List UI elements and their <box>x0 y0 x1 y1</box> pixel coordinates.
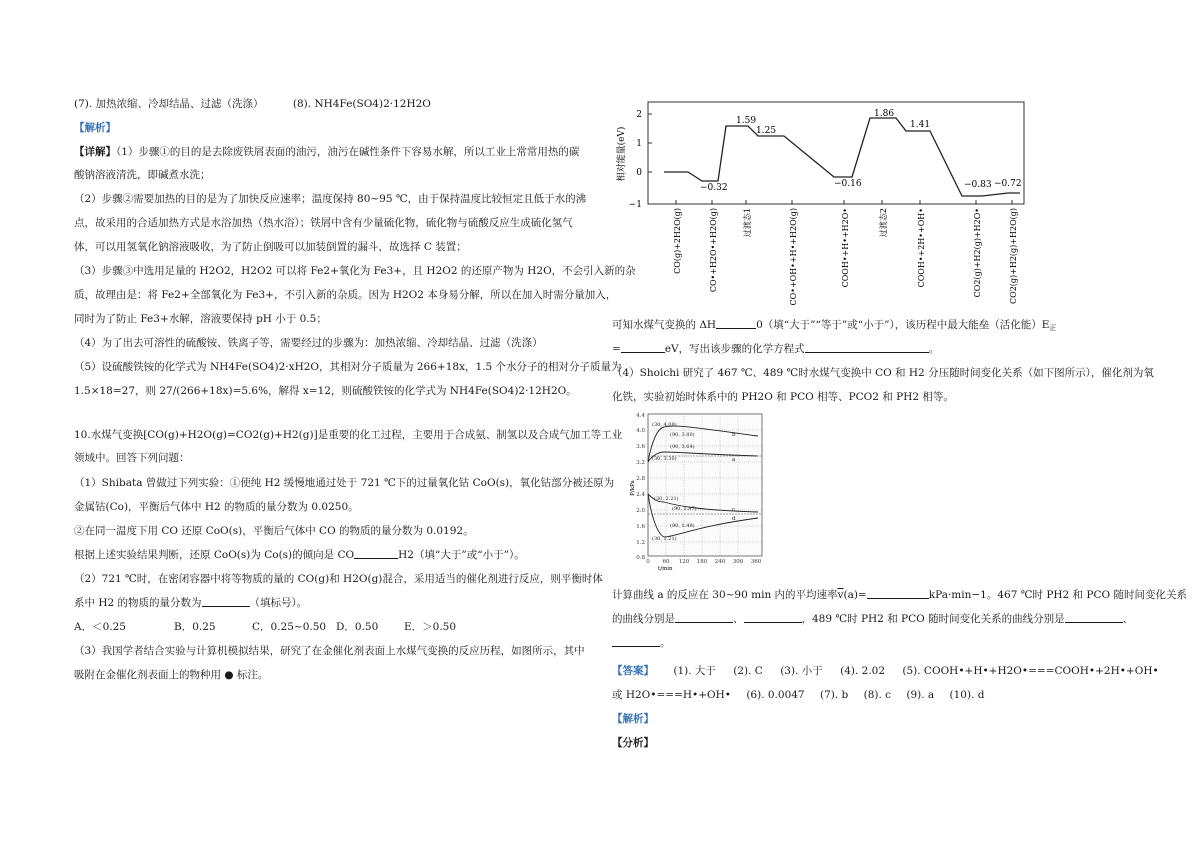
detail-p3b: 质，故理由是：将 Fe2+全部氧化为 Fe3+，不引入新的杂质。因为 H2O2 本身易分解，所以在加入时需分量加入， <box>74 289 617 301</box>
question-10-line1: 10.水煤气变换[CO(g)+H2O(g)=CO2(g)+H2(g)]是重要的化工过程，主要用于合成氨、制氢以及合成气加工等工业 <box>74 429 623 441</box>
right-line-4: 化铁，实验初始时体系中的 PH2O 和 PCO 相等、PCO2 和 PH2 相等。 <box>612 391 954 403</box>
answer-blank <box>612 636 660 647</box>
x-tick: 300 <box>732 559 744 565</box>
ans-8: (8). c <box>863 689 892 701</box>
answer-line-7 <box>74 97 431 111</box>
detail-p1 <box>74 145 579 159</box>
ans-4: (4). 2.02 <box>840 665 886 677</box>
x-ticks <box>646 559 761 565</box>
separator: 、 <box>733 613 744 625</box>
separator: 、 <box>1122 613 1134 625</box>
answer-blank <box>202 596 250 607</box>
ans-5b: 或 H2O•===H•+OH• <box>612 689 731 701</box>
fenxi-heading: 【分析】 <box>612 737 654 749</box>
detail-p4: （4）为了出去可溶性的硫酸铵、铁离子等，需要经过的步骤为：加热浓缩、冷却结晶、过滤（洗涤） <box>74 337 543 349</box>
option-e: E．＞0.50 <box>404 621 457 633</box>
y-axis-label: P/kPa <box>630 480 636 496</box>
e-subscript: 正 <box>1049 324 1057 332</box>
answer-7: (7). 加热浓缩、冷却结晶、过滤（洗涤） <box>74 98 264 110</box>
option-d: D．0.50 <box>336 621 379 633</box>
answer-blank <box>805 342 929 353</box>
x-tick: 360 <box>750 559 762 565</box>
q10-s3a: （3）我国学者结合实验与计算机模拟结果，研究了在金催化剂表面上水煤气变换的反应历程，如图所示，其中 <box>74 645 585 657</box>
answer-8: (8). NH4Fe(SO4)2·12H2O <box>292 98 431 110</box>
x-labels <box>673 208 1018 305</box>
x-tick: 60 <box>662 559 670 565</box>
x-label: CO2(g)+H2(g)+H2O• <box>973 208 982 298</box>
answer-line <box>612 664 1159 678</box>
option-c: C．0.25~0.50 <box>252 621 327 633</box>
x-label: 过渡态1 <box>743 208 752 238</box>
answer-blank <box>744 612 802 623</box>
question-10-line2: 领域中。回答下列问题： <box>74 452 190 464</box>
detail-p1b: 酸钠溶液清洗，即碱煮水洗； <box>74 169 211 181</box>
ev-text: eV，写出该步骤的化学方程式 <box>664 343 805 355</box>
x-ticks <box>676 200 1012 204</box>
y-tick: 2.8 <box>636 476 645 482</box>
right-line-7 <box>612 636 671 650</box>
detail-p3c: 同时为了防止 Fe3+水解，溶液要保持 pH 小于 0.5； <box>74 313 327 325</box>
x-tick: 180 <box>696 559 708 565</box>
annotation: (30, 4.08) <box>652 422 677 428</box>
right-line-1 <box>612 318 1056 335</box>
y-tick: 2 <box>636 110 642 120</box>
ans-9: (9). a <box>906 689 935 701</box>
answer-blank <box>675 612 733 623</box>
rate-unit-text: kPa·min−1。467 ℃时 PH2 和 PCO 随时间变化关系 <box>928 589 1187 601</box>
annotation: (30, 3.30) <box>652 456 677 462</box>
ans-5: (5). COOH•+H•+H2O•===COOH•+2H•+OH• <box>902 665 1159 677</box>
q10-s1d-post: H2（填“大于”或“小于”）。 <box>398 549 525 561</box>
option-b: B．0.25 <box>174 621 216 633</box>
y-tick: 1.6 <box>636 524 645 530</box>
curve-letter: b <box>732 432 736 438</box>
y-tick: 1 <box>636 139 642 149</box>
curve-letter: c <box>732 507 736 513</box>
y-tick: 0 <box>636 168 642 178</box>
value-label: −0.32 <box>700 183 728 193</box>
value-label: −0.72 <box>994 179 1022 189</box>
y-tick: 1.2 <box>636 540 645 546</box>
jiexi-heading: 【解析】 <box>74 122 116 134</box>
q10-s1d <box>74 548 525 562</box>
q10-s3b: 吸附在金催化剂表面上的物种用 ● 标注。 <box>74 669 269 681</box>
q10-s2a: （2）721 ℃时，在密闭容器中将等物质的量的 CO(g)和 H2O(g)混合，采用适当的催化剂进行反应，则平衡时体 <box>74 573 603 585</box>
right-line-2 <box>612 342 939 356</box>
rate-text: 计算曲线 a 的反应在 30~90 min 内的平均速率 <box>612 589 838 601</box>
q10-s2b-post: （填标号）。 <box>249 597 308 609</box>
annotation: (90, 1.49) <box>670 523 695 529</box>
y-tick: 3.6 <box>636 444 645 450</box>
x-label: COOH•+H•+H2O• <box>841 208 850 288</box>
y-tick: −1 <box>628 200 642 210</box>
detail-p2b: 点，故采用的合适加热方式是水浴加热（热水浴）；铁屑中含有少量硫化物，硫化物与硫酸反应生成硫化氢气 <box>74 217 573 229</box>
q10-s1b: 金属钴(Co)，平衡后气体中 H2 的物质的量分数为 0.0250。 <box>74 501 359 513</box>
answer-blank <box>1065 612 1123 623</box>
delta-h-text: 可知水煤气变换的 ΔH <box>612 319 717 331</box>
curves-489-text: ，489 ℃时 PH2 和 PCO 随时间变化关系的曲线分别是 <box>801 613 1065 625</box>
value-label: 1.86 <box>874 109 895 119</box>
value-label: 1.59 <box>736 116 757 126</box>
detail-p5a: （5）设硫酸铁铵的化学式为 NH4Fe(SO4)2·xH2O，其相对分子质量为 266+18x，1.5 个水分子的相对分子质量为 <box>74 361 622 373</box>
energy-profile-chart <box>612 96 1032 306</box>
answer-blank <box>867 588 929 599</box>
detail-p3a: （3）步骤③中选用足量的 H2O2，H2O2 可以将 Fe2+氧化为 Fe3+，且 H2O2 的还原产物为 H2O，不会引入新的杂 <box>74 265 636 277</box>
rate-v: $\overline{v}$ <box>837 589 844 601</box>
y-axis-label: 相对能量(eV) <box>617 126 627 182</box>
pressure-time-chart <box>628 410 774 572</box>
ans-10: (10). d <box>949 689 985 701</box>
detail-tag: 【详解】 <box>74 146 116 158</box>
right-line-6 <box>612 612 1133 626</box>
answer-blank <box>621 342 665 353</box>
ans-1: (1). 大于 <box>673 665 716 677</box>
curve-letter: a <box>732 457 736 463</box>
x-label: COOH•+2H•+OH• <box>917 208 926 288</box>
x-label: CO•+OH•+H•+H2O(g) <box>789 208 798 306</box>
x-tick: 120 <box>678 559 690 565</box>
y-ticks <box>629 110 652 210</box>
answer-blank <box>354 548 398 559</box>
y-ticks <box>636 413 645 561</box>
value-label: −0.16 <box>834 179 862 189</box>
right-line-3: （4）Shoichi 研究了 467 ℃、489 ℃时水煤气变换中 CO 和 H2 分压随时间变化关系（如下图所示），催化剂为氧 <box>612 367 1154 379</box>
rate-a: (a)= <box>843 589 867 601</box>
x-axis-label: t/min <box>658 566 673 572</box>
annotation: (90, 3.80) <box>670 432 695 438</box>
annotation: (30, 1.21) <box>652 536 677 542</box>
period: 。 <box>660 637 671 649</box>
q10-s1a: （1）Shibata 曾做过下列实验：①使纯 H2 缓慢地通过处于 721 ℃下的过量氧化钴 CoO(s)，氧化钴部分被还原为 <box>74 477 615 489</box>
answer-line-2 <box>612 688 984 702</box>
answer-blank <box>716 318 756 329</box>
option-a: A．＜0.25 <box>74 621 126 633</box>
right-jiexi-heading: 【解析】 <box>612 713 654 725</box>
x-label: CO2(g)+H2(g)+H2O(g) <box>1009 208 1018 304</box>
q10-s1d-pre: 根据上述实验结果判断，还原 CoO(s)为 Co(s)的倾向是 CO <box>74 549 355 561</box>
equals-sign: = <box>612 343 621 355</box>
y-tick: 0.8 <box>636 555 645 561</box>
y-tick: 4.4 <box>636 413 645 419</box>
q10-s2b <box>74 596 307 610</box>
value-label: 1.41 <box>910 120 931 130</box>
x-tick: 240 <box>714 559 726 565</box>
annotation: (90, 3.64) <box>670 444 695 450</box>
value-label: 1.25 <box>756 126 777 136</box>
answer-heading: 【答案】 <box>612 665 654 677</box>
ans-3: (3). 小于 <box>780 665 823 677</box>
ans-6: (6). 0.0047 <box>746 689 805 701</box>
q10-options <box>74 620 457 634</box>
y-tick: 3.2 <box>636 460 645 466</box>
x-label: 过渡态2 <box>879 208 888 238</box>
value-label: −0.83 <box>964 180 992 190</box>
right-line-5 <box>612 588 1187 602</box>
ans-7: (7). b <box>819 689 849 701</box>
detail-p2c: 体，可以用氢氧化钠溶液吸收，为了防止倒吸可以加装倒置的漏斗，故选择 C 装置； <box>74 241 467 253</box>
ans-2: (2). C <box>733 665 763 677</box>
y-tick: 2.4 <box>636 492 645 498</box>
annotation: (90, 1.87) <box>672 506 697 512</box>
x-tick: 0 <box>646 559 650 565</box>
detail-p1-text: （1）步骤①的目的是去除废铁屑表面的油污，油污在碱性条件下容易水解，所以工业上常常用热的碳 <box>116 146 580 158</box>
chart-frame <box>648 414 762 556</box>
y-tick: 4.0 <box>636 428 645 434</box>
period: 。 <box>928 343 940 355</box>
detail-p2a: （2）步骤②需要加热的目的是为了加快反应速率；温度保持 80~95 ℃，由于保持温度比较恒定且低于水的沸 <box>74 193 587 205</box>
q10-s1c: ②在同一温度下用 CO 还原 CoO(s)，平衡后气体中 CO 的物质的量分数为 0.0192。 <box>74 525 474 537</box>
x-label: CO(g)+2H2O(g) <box>673 208 682 274</box>
curve-letter: d <box>732 516 736 522</box>
energy-barrier-text: 0（填“大于”“等于”或“小于”），该历程中最大能垒（活化能）E <box>756 319 1050 331</box>
q10-s2b-pre: 系中 H2 的物质的量分数为 <box>74 597 202 609</box>
x-label: CO•+H2O•+H2O(g) <box>709 208 718 293</box>
annotation: (30, 2.21) <box>654 496 679 502</box>
y-tick: 2.0 <box>636 508 645 514</box>
curves-text: 的曲线分别是 <box>612 613 675 625</box>
detail-p5b: 1.5×18=27，则 27/(266+18x)=5.6%，解得 x=12，则硫酸铁铵的化学式为 NH4Fe(SO4)2·12H2O。 <box>74 385 577 397</box>
